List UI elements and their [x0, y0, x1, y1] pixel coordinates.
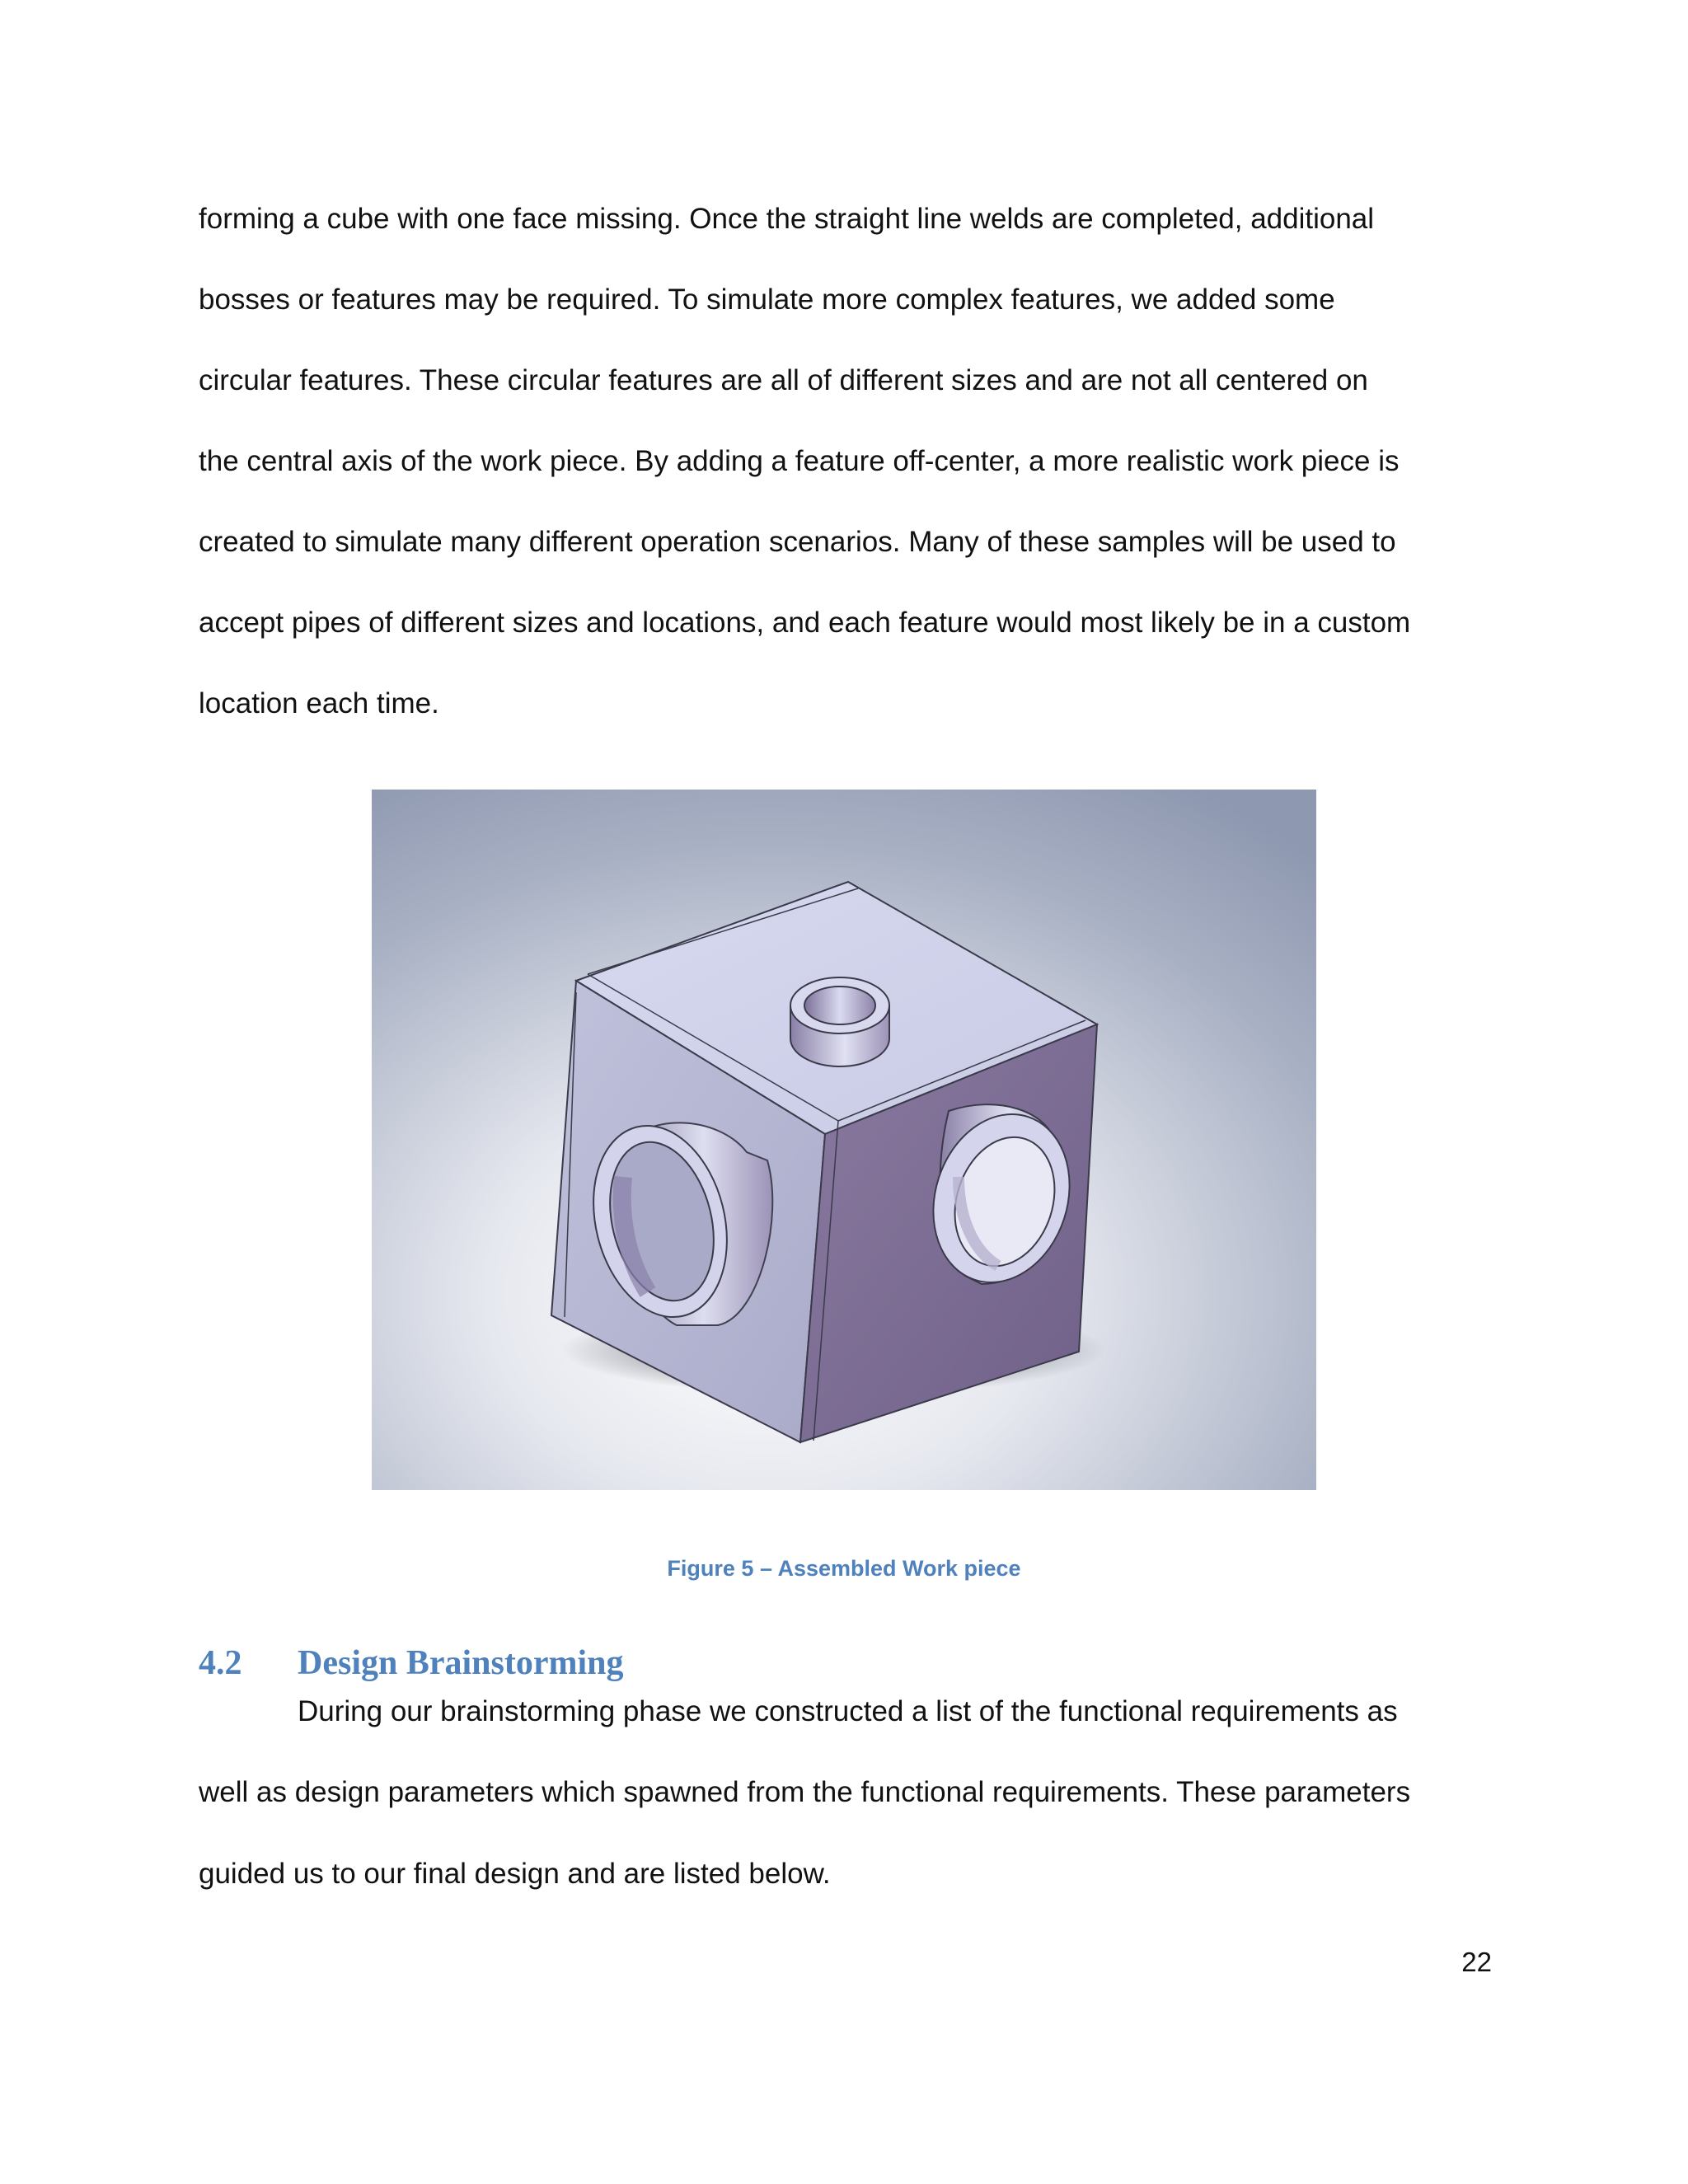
paragraph-2-line: During our brainstorming phase we constructed a list of the functional requirements as — [298, 1695, 1398, 1727]
section-number: 4.2 — [199, 1644, 242, 1682]
paragraph-2-line: guided us to our final design and are listed below. — [199, 1858, 831, 1890]
paragraph-1-line: circular features. These circular features are all of different sizes and are not all centered on — [199, 364, 1368, 396]
paragraph-1-line: accept pipes of different sizes and locations, and each feature would most likely be in a custom — [199, 607, 1411, 639]
paragraph-2-line: well as design parameters which spawned from the functional requirements. These parameters — [199, 1776, 1411, 1808]
work-piece-render — [372, 790, 1316, 1490]
section-title: Design Brainstorming — [298, 1644, 624, 1682]
figure-caption: Figure 5 – Assembled Work piece — [667, 1556, 1021, 1581]
work-piece-figure — [372, 790, 1316, 1490]
paragraph-1-line: the central axis of the work piece. By adding a feature off-center, a more realistic work piece is — [199, 445, 1400, 477]
page-number: 22 — [1461, 1947, 1492, 1977]
paragraph-1-line: location each time. — [199, 687, 439, 719]
paragraph-1-line: forming a cube with one face missing. Once the straight line welds are completed, additional — [199, 203, 1375, 235]
paragraph-1-line: bosses or features may be required. To simulate more complex features, we added some — [199, 284, 1335, 316]
paragraph-1-line: created to simulate many different operation scenarios. Many of these samples will be used to — [199, 526, 1396, 558]
top-boss-hole — [804, 987, 875, 1024]
